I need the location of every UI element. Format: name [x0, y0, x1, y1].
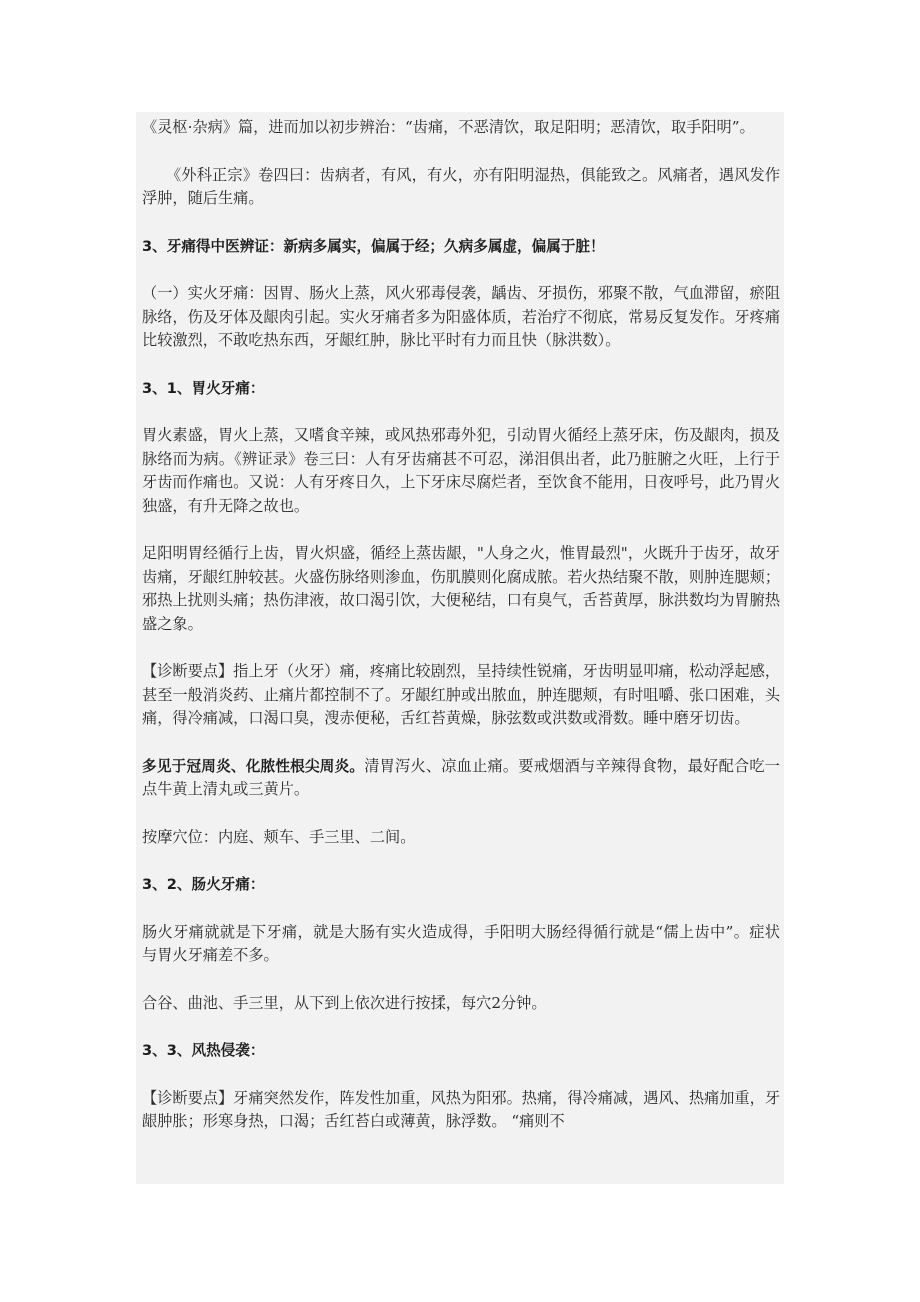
paragraph-diagnosis-fengre: 【诊断要点】牙痛突然发作，阵发性加重，风热为阳邪。热痛，得冷痛减，遇风、热痛加重，牙龈肿胀；形寒身热，口渴；舌红苔白或薄黄，脉浮数。 “痛则不	[142, 1088, 780, 1130]
bold-common-conditions: 多见于冠周炎、化脓性根尖周炎。	[142, 757, 365, 775]
section-heading-3-3: 3、3、风热侵袭：	[142, 1042, 265, 1059]
paragraph-weihuo-cause: 胃火素盛，胃火上蒸，又嗜食辛辣，或风热邪毒外犯，引动胃火循经上蒸牙床，伤及龈肉，损及脉络而为病。《辨证录》卷三曰：人有牙齿痛甚不可忍，涕泪俱出者，此乃脏腑之火旺，上行于牙齿而作痛也。又说：人有牙疼日久，上下牙床尽腐烂者，至饮食不能用，日夜呼号，此乃胃火独盛，有升无降之故也。	[142, 426, 780, 515]
document-page	[136, 112, 784, 1184]
treatment-text: 清胃泻火、凉血止痛。要戒烟酒与辛辣得食物，最好配合吃一点牛黄上清丸或三黄片。	[142, 756, 780, 798]
paragraph-massage-points-weihuo: 按摩穴位：内庭、颊车、手三里、二间。	[142, 827, 416, 846]
paragraph-weihuo-meridian: 足阳明胃经循行上齿，胃火炽盛，循经上蒸齿龈，"人身之火，惟胃最烈"，火既升于齿牙，故牙齿痛，牙龈红肿较甚。火盛伤脉络则渗血，伤肌膜则化腐成脓。若火热结聚不散，则肿连腮颊；邪热上扰则头痛；热伤津液，故口渴引饮，大便秘结，口有臭气，舌苔黄厚，脉洪数均为胃腑热盛之象。	[142, 544, 780, 633]
paragraph-diagnosis-weihuo: 【诊断要点】指上牙（火牙）痛，疼痛比较剧烈，呈持续性锐痛，牙齿明显叩痛，松动浮起感，甚至一般消炎药、止痛片都控制不了。牙龈红肿或出脓血，肿连腮颊，有时咀嚼、张口困难，头痛，得冷痛减，口渴口臭，溲赤便秘，舌红苔黄燥，脉弦数或洪数或滑数。睡中磨牙切齿。	[142, 662, 780, 727]
paragraph-changhuo: 肠火牙痛就就是下牙痛，就是大肠有实火造成得，手阳明大肠经得循行就是“儒上齿中”。症状与胃火牙痛差不多。	[142, 922, 780, 964]
paragraph-massage-points-changhuo: 合谷、曲池、手三里，从下到上依次进行按揉，每穴2分钟。	[142, 993, 547, 1012]
paragraph-shihuo-yatong: （一）实火牙痛：因胃、肠火上蒸，风火邪毒侵袭，龋齿、牙损伤，邪聚不散，气血滞留，瘀阻脉络，伤及牙体及龈肉引起。实火牙痛者多为阳盛体质，若治疗不彻底，常易反复发作。牙疼痛比较激烈，不敢吃热东西，牙龈红肿，脉比平时有力而且快（脉洪数）。	[142, 284, 780, 349]
document-body	[136, 116, 784, 1134]
paragraph-lingshu: 《灵枢·杂病》篇，进而加以初步辨治：“齿痛，不恶清饮，取足阳明；恶清饮，取手阳明”。	[142, 118, 755, 136]
section-heading-3-2: 3、2、肠火牙痛：	[142, 876, 265, 893]
paragraph-waike-zhengzong: 《外科正宗》卷四曰：齿病者，有风，有火，亦有阳明湿热，俱能致之。风痛者，遇风发作浮肿，随后生痛。	[142, 165, 780, 207]
paragraph-treatment-weihuo	[142, 755, 780, 802]
section-heading-3-1: 3、1、胃火牙痛：	[142, 379, 265, 397]
section-heading-3: 3、牙痛得中医辨证：新病多属实，偏属于经；久病多属虚，偏属于脏！	[142, 237, 605, 255]
